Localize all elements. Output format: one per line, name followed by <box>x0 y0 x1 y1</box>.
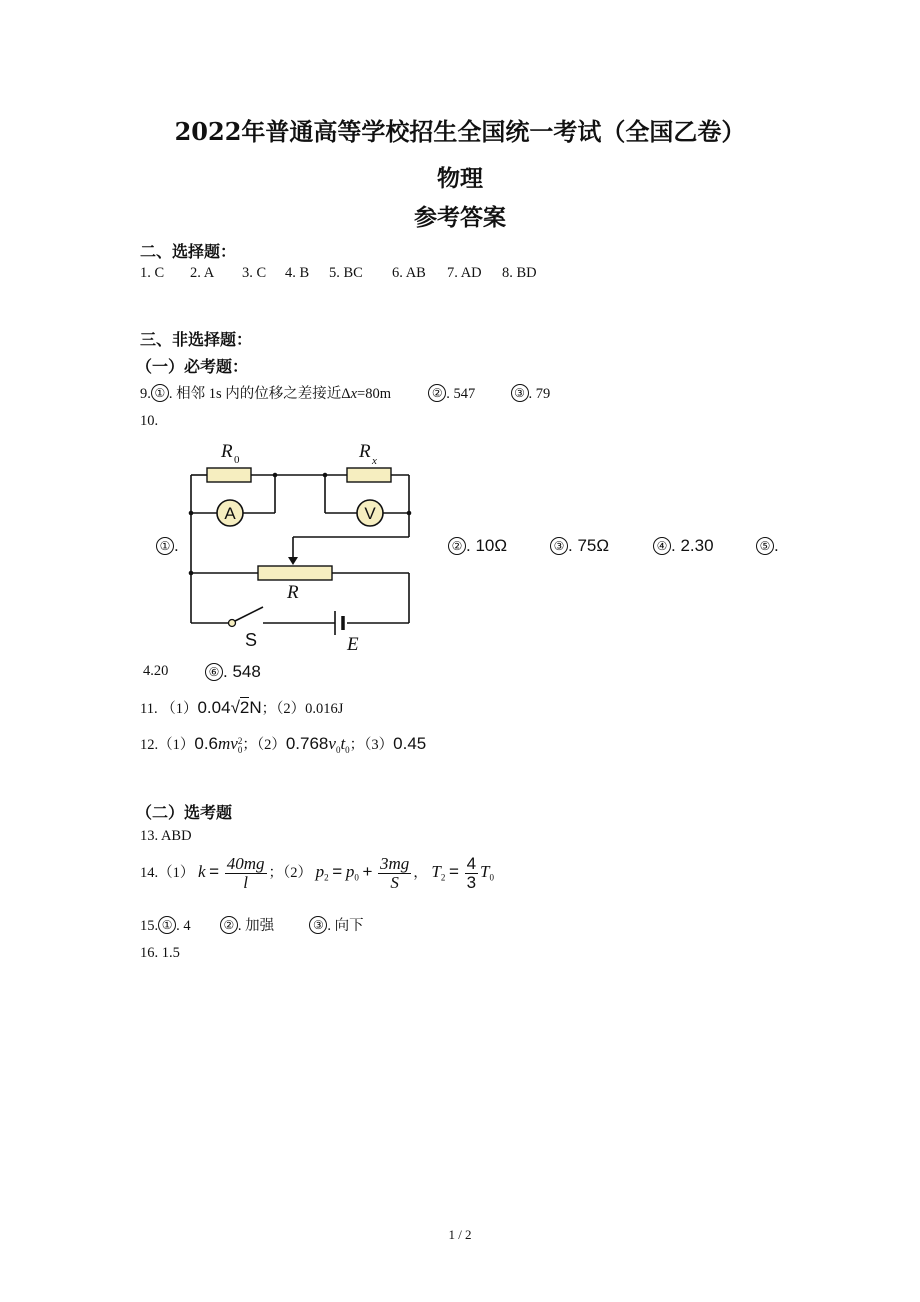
rx-subscript: x <box>372 455 377 467</box>
q10-part2: ② . 10Ω <box>448 536 507 556</box>
q10-part6: ⑥ . 548 <box>205 662 261 682</box>
rx-label: R <box>359 441 371 462</box>
switch-contact <box>229 620 236 627</box>
document-title: 2022年普通高等学校招生全国统一考试（全国乙卷） <box>174 117 746 146</box>
optional-heading: （二）选考题 <box>136 803 233 822</box>
rheostat <box>258 566 332 580</box>
q10-part4: ④ . 2.30 <box>653 536 714 556</box>
question-11-answer: 11. （1）0.04√2N；（2）0.016J <box>140 698 344 717</box>
mc-answer: 1. C <box>140 265 165 281</box>
battery-label: E <box>347 634 359 655</box>
r0-label: R <box>221 441 233 462</box>
sqrt-icon: √ <box>230 698 240 717</box>
junction-dot <box>189 511 194 516</box>
junction-dot <box>323 473 328 478</box>
question-13-answer: 13. ABD <box>140 828 192 844</box>
circuit-diagram <box>175 435 425 660</box>
question-16-answer: 16. 1.5 <box>140 945 180 961</box>
circled-number: ⑤ <box>756 537 774 555</box>
subject-title: 物理 <box>437 165 483 192</box>
fraction: $\frac{40mg}{l}$ <box>226 854 265 892</box>
circled-number: ③ <box>550 537 568 555</box>
mc-answer: 6. AB <box>392 265 426 281</box>
q10-part1-label: ① . <box>156 536 179 556</box>
junction-dot <box>189 571 194 576</box>
fraction: $\frac{3mg}{S}$ <box>380 854 410 892</box>
page-number: 1 / 2 <box>448 1227 472 1242</box>
slider-arrow-icon <box>288 557 298 565</box>
required-heading: （一）必考题： <box>136 357 249 376</box>
circled-number: ④ <box>653 537 671 555</box>
junction-dot <box>273 473 278 478</box>
mc-answer: 8. BD <box>502 265 537 281</box>
resistor-rx <box>347 468 391 482</box>
fraction: $\frac{4}{3}$ <box>466 854 477 892</box>
question-14-answer: 14.（1） k = $\frac{40mg}{l}$ ；（2） $p_2 = p_0$ + $\frac{3mg}{S}$ ， $T_2$ = $\frac{4}{3}$ $T_0$ <box>140 854 495 892</box>
question-10-number: 10. <box>140 413 159 429</box>
answer-key-title: 参考答案 <box>414 204 506 231</box>
mc-answer: 7. AD <box>447 265 482 281</box>
r0-subscript: 0 <box>234 454 240 466</box>
q10-part3: ③ . 75Ω <box>550 536 609 556</box>
q10-part5-value: 4.20 <box>143 663 169 679</box>
mc-answer: 5. BC <box>329 265 363 281</box>
section-free-response-heading: 三、非选择题： <box>140 330 253 349</box>
switch-label: S <box>245 630 258 650</box>
section-multiple-choice-heading: 二、选择题： <box>140 242 237 261</box>
circled-number: ② <box>448 537 466 555</box>
circled-number: ① <box>156 537 174 555</box>
question-15-answer: 15. ① . 4 ② . 加强 ③ . 向下 <box>140 918 364 934</box>
resistor-r0 <box>207 468 251 482</box>
circled-number: ② <box>428 384 446 402</box>
rheostat-label: R <box>287 582 299 603</box>
mc-answer: 3. C <box>242 265 267 281</box>
mc-answer: 4. B <box>285 265 310 281</box>
question-12-answer: 12.（1）0.6mv 2 0 ；$(2)0.768v_0t_0$；（3）0.45 <box>140 734 427 755</box>
ammeter-label: A <box>224 504 236 523</box>
q10-part5: ⑤ . <box>756 536 779 556</box>
question-9-answer: 9. ① . 相邻 1s 内的位移之差接近Δx=80m ② . 547 ③ . 79 <box>140 386 551 402</box>
circled-number: ① <box>151 384 169 402</box>
circled-number: ⑥ <box>205 663 223 681</box>
circled-number: ③ <box>309 916 327 934</box>
junction-dot <box>407 511 412 516</box>
voltmeter-label: V <box>364 504 376 523</box>
switch-blade <box>235 607 263 621</box>
circled-number: ② <box>220 916 238 934</box>
circled-number: ① <box>158 916 176 934</box>
mc-answer: 2. A <box>190 265 215 281</box>
circled-number: ③ <box>511 384 529 402</box>
